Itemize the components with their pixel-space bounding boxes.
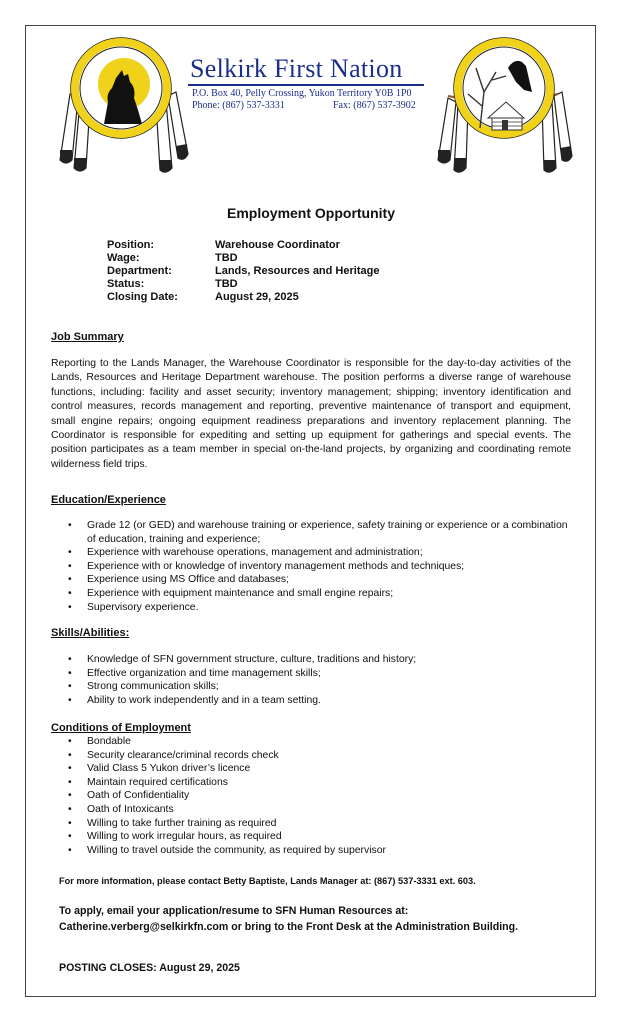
contact-info: For more information, please contact Betty Baptiste, Lands Manager at: (867) 537-3331 ext. 603. xyxy=(59,876,476,886)
list-item: • Experience with equipment maintenance and small engine repairs; xyxy=(51,587,571,601)
list-item: • Effective organization and time management skills; xyxy=(51,667,571,681)
apply-line: Catherine.verberg@selkirkfn.com or bring to the Front Desk at the Administration Building. xyxy=(59,920,519,933)
conditions-list xyxy=(51,735,571,857)
detail-value: Lands, Resources and Heritage xyxy=(215,265,380,277)
list-item: • Oath of Intoxicants xyxy=(51,803,571,817)
education-heading: Education/Experience xyxy=(51,494,166,506)
position-details xyxy=(107,239,379,304)
organization-name: Selkirk First Nation xyxy=(190,54,403,83)
job-summary-text: Reporting to the Lands Manager, the Warehouse Coordinator is responsible for the day-to-day activities of the Lands, Resources and Heritage Department warehouse. The position performs a diverse range of warehouse functions, including: facility and asset security; inventory management; shipping; inventory identification and control measures, records management and reporting, preventive maintenance of transport and equipment, small engine repairs; ongoing equipment readiness preparations and inventory replacement planning. The Coordinator is responsible for expediting and setting up equipment for gatherings and special events. The position participates as a team member in special on-the-land projects, by organizing and coordinating remote wilderness field trips. xyxy=(51,358,571,470)
list-item: • Bondable xyxy=(51,735,571,749)
name-underline xyxy=(188,84,424,86)
fax-number: Fax: (867) 537-3902 xyxy=(333,100,416,111)
list-item: • Oath of Confidentiality xyxy=(51,789,571,803)
list-item: • Strong communication skills; xyxy=(51,680,571,694)
detail-row xyxy=(107,252,379,265)
detail-value: TBD xyxy=(215,252,238,264)
wolf-emblem-icon xyxy=(52,32,190,182)
list-item: • Valid Class 5 Yukon driver’s licence xyxy=(51,762,571,776)
detail-value: August 29, 2025 xyxy=(215,291,299,303)
list-item: • Willing to work irregular hours, as required xyxy=(51,830,571,844)
list-item: • Experience using MS Office and databases; xyxy=(51,573,571,587)
list-item: • Willing to travel outside the community, as required by supervisor xyxy=(51,844,571,858)
job-summary-section xyxy=(51,331,571,472)
list-item: • Ability to work independently and in a team setting. xyxy=(51,694,571,708)
posting-closes: POSTING CLOSES: August 29, 2025 xyxy=(59,962,240,974)
detail-label: Wage: xyxy=(107,252,140,264)
letterhead xyxy=(52,30,578,188)
education-list xyxy=(51,519,571,614)
skills-list xyxy=(51,653,571,707)
job-summary-heading: Job Summary xyxy=(51,331,124,343)
detail-label: Position: xyxy=(107,239,155,251)
detail-value: TBD xyxy=(215,278,238,290)
detail-label: Status: xyxy=(107,278,145,290)
list-item: • Knowledge of SFN government structure, culture, traditions and history; xyxy=(51,653,571,667)
list-item: • Supervisory experience. xyxy=(51,601,571,615)
detail-row xyxy=(107,265,379,278)
detail-label: Department: xyxy=(107,265,172,277)
raven-cabin-emblem-icon xyxy=(432,32,577,182)
page-title: Employment Opportunity xyxy=(227,205,395,221)
detail-value: Warehouse Coordinator xyxy=(215,239,340,251)
skills-section xyxy=(51,627,571,707)
detail-row xyxy=(107,291,379,304)
apply-line: To apply, email your application/resume to SFN Human Resources at: xyxy=(59,905,409,917)
mailing-address: P.O. Box 40, Pelly Crossing, Yukon Territory Y0B 1P0 xyxy=(192,88,412,99)
phone-number: Phone: (867) 537-3331 xyxy=(192,100,285,111)
conditions-section xyxy=(51,722,571,857)
detail-row xyxy=(107,239,379,252)
list-item: • Experience with warehouse operations, management and administration; xyxy=(51,546,571,560)
list-item: • Maintain required certifications xyxy=(51,776,571,790)
conditions-heading: Conditions of Employment xyxy=(51,722,191,734)
list-item: • Willing to take further training as required xyxy=(51,817,571,831)
detail-row xyxy=(107,278,379,291)
skills-heading: Skills/Abilities: xyxy=(51,627,130,639)
detail-label: Closing Date: xyxy=(107,291,178,303)
list-item: • Experience with or knowledge of inventory management methods and techniques; xyxy=(51,560,571,574)
list-item: • Security clearance/criminal records check xyxy=(51,749,571,763)
education-section xyxy=(51,494,571,614)
application-instructions xyxy=(59,904,518,935)
list-item: • Grade 12 (or GED) and warehouse training or experience, safety training or experience or a combination of education, training and experience; xyxy=(51,519,571,546)
